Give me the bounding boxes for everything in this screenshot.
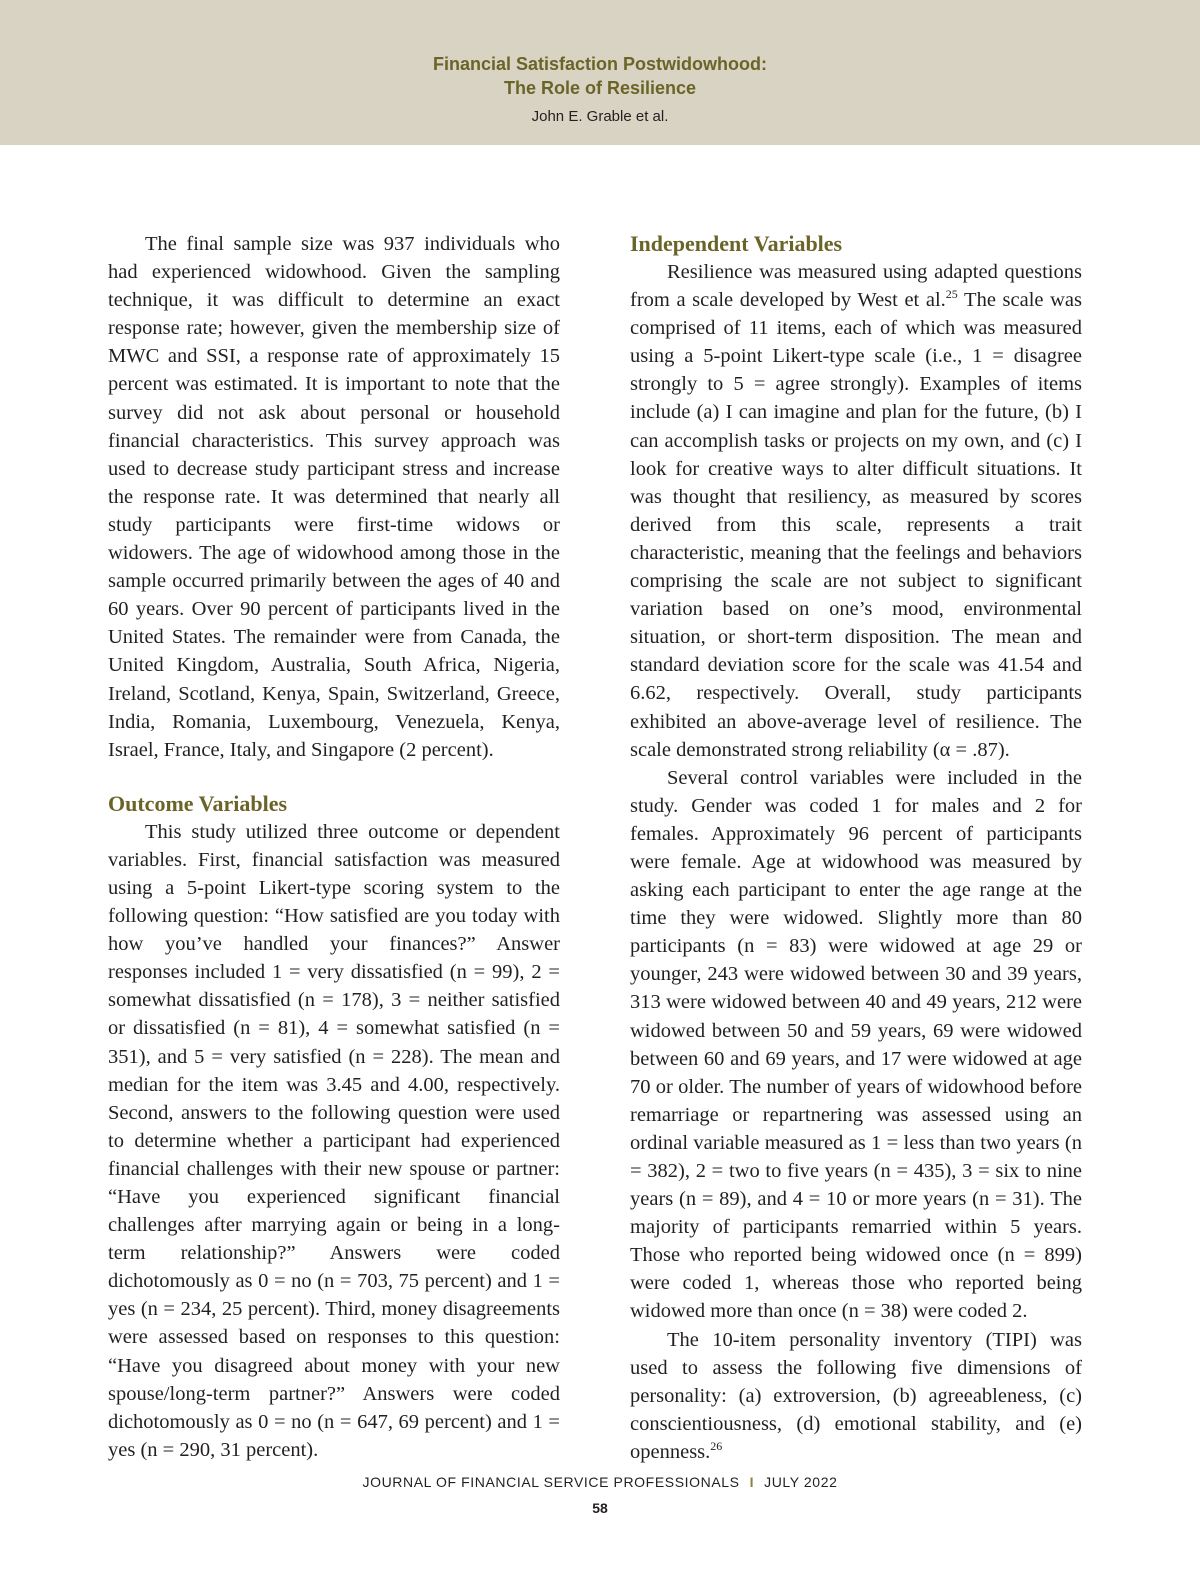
left-column	[108, 230, 560, 1464]
body-paragraph: Several control variables were included in the study. Gender was coded 1 for males and 2 for females. Approximately 96 percent of participants were female. Age at widowhood was measured by asking each participant to enter the age range at the time they were widowed. Slightly more than 80 participants (n = 83) were widowed at age 29 or younger, 243 were widowed between 30 and 39 years, 313 were widowed between 40 and 49 years, 212 were widowed between 50 and 59 years, 69 were widowed between 60 and 69 years, and 17 were widowed at age 70 or older. The number of years of widowhood before remarriage or repartnering was assessed using an ordinal variable measured as 1 = less than two years (n = 382), 2 = two to five years (n = 435), 3 = six to nine years (n = 89), and 4 = 10 or more years (n = 31). The majority of participants remarried within 5 years. Those who reported being widowed once (n = 899) were coded 1, whereas those who reported being widowed more than once (n = 38) were coded 2.	[630, 766, 1082, 1323]
paragraph-text: Resilience was measured using adapted questions from a scale developed by West et al.	[630, 261, 1082, 312]
body-paragraph: The final sample size was 937 individuals who had experienced widowhood. Given the sampling technique, it was difficult to determine an exact response rate; however, given the membership size of MWC and SSI, a response rate of approximately 15 percent was estimated. It is important to note that the survey did not ask about personal or household financial characteristics. This survey approach was used to decrease study participant stress and increase the response rate. It was determined that nearly all study participants were first-time widows or widowers. The age of widowhood among those in the sample occurred primarily between the ages of 40 and 60 years. Over 90 percent of participants lived in the United States. The remainder were from Canada, the United Kingdom, Australia, South Africa, Nigeria, Ireland, Scotland, Kenya, Spain, Switzerland, Greece, India, Romania, Luxembourg, Venezuela, Kenya, Israel, France, Italy, and Singapore (2 percent).	[108, 233, 560, 761]
section-heading-independent-variables: Independent Variables	[630, 231, 843, 256]
reference-superscript: 26	[710, 1439, 723, 1454]
body-paragraph: This study utilized three outcome or dependent variables. First, financial satisfaction was measured using a 5-point Likert-type scoring system to the following question: “How satisfied are you today with how you’ve handled your finances?” Answer responses included 1 = very dissatisfied (n = 99), 2 = somewhat dissatisfied (n = 178), 3 = neither satisfied or dissatisfied (n = 81), 4 = somewhat satisfied (n = 351), and 5 = very satisfied (n = 228). The mean and median for the item was 3.45 and 4.00, respectively. Second, answers to the following question were used to determine whether a participant had experienced financial challenges with their new spouse or partner: “Have you experienced significant financial challenges after marrying again or being in a long-term relationship?” Answers were coded dichotomously as 0 = no (n = 703, 75 percent) and 1 = yes (n = 234, 25 percent). Third, money disagreements were assessed based on responses to this question: “Have you disagreed about money with your new spouse/long-term partner?” Answers were coded dichotomously as 0 = no (n = 647, 69 percent) and 1 = yes (n = 290, 31 percent).	[108, 820, 560, 1461]
body-paragraph	[630, 1326, 1082, 1466]
right-column	[630, 230, 1082, 1466]
article-authors: John E. Grable et al.	[531, 108, 669, 125]
paragraph-text: The scale was comprised of 11 items, each of which was measured using a 5-point Likert-type scale (i.e., 1 = disagree strongly to 5 = agree strongly). Examples of items include (a) I can imagine and plan for the future, (b) I can accomplish tasks or projects on my own, and (c) I look for creative ways to alter difficult situations. It was thought that resiliency, as measured by scores derived from this scale, represents a trait characteristic, meaning that the feelings and behaviors comprising the scale are not subject to significant variation based on one’s mood, environmental situation, or short-term disposition. The mean and standard deviation score for the scale was 41.54 and 6.62, respectively. Overall, study participants exhibited an above-average level of resilience. The scale demonstrated strong reliability (α = .87).	[630, 289, 1082, 761]
article-title-line-2: The Role of Resilience	[503, 78, 697, 98]
journal-name: JOURNAL OF FINANCIAL SERVICE PROFESSIONALS	[362, 1474, 740, 1490]
paragraph-text: The 10-item personality inventory (TIPI) was used to assess the following five dimensions of personality: (a) extroversion, (b) agreeableness, (c) conscientiousness, (d) emotional stability, and (e) openness.	[630, 1328, 1082, 1463]
reference-superscript: 25	[945, 287, 958, 302]
footer-separator: I	[749, 1474, 755, 1490]
issue-date: JULY 2022	[764, 1474, 838, 1490]
body-paragraph	[630, 258, 1082, 764]
page-number: 58	[592, 1500, 608, 1516]
article-title	[0, 52, 1200, 100]
article-title-line-1: Financial Satisfaction Postwidowhood:	[432, 54, 768, 74]
section-heading-outcome-variables: Outcome Variables	[108, 790, 288, 816]
journal-footer	[0, 1474, 1200, 1490]
